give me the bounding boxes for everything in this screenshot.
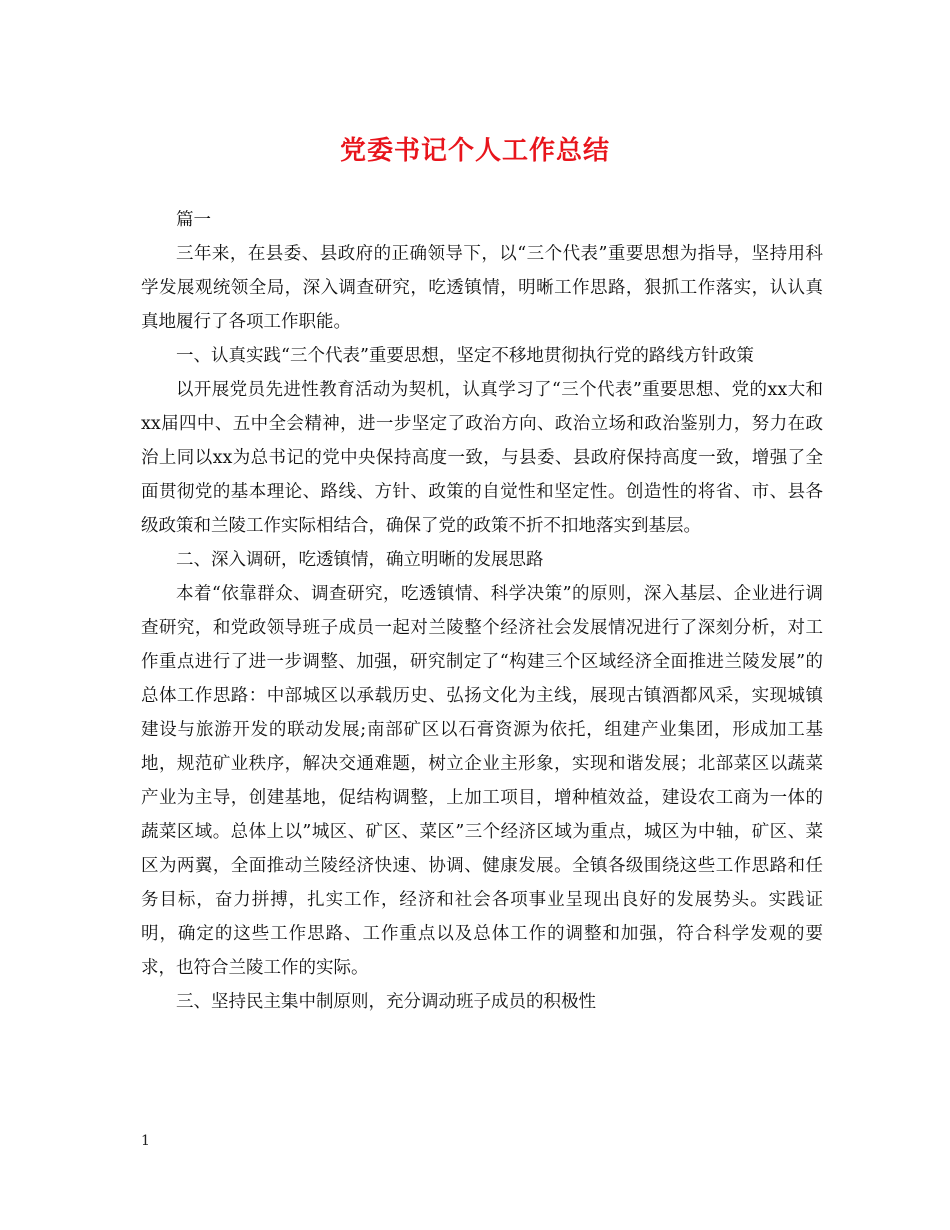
body-paragraph: 以开展党员先进性教育活动为契机，认真学习了“三个代表”重要思想、党的xx大和xx届四中、五中全会精神，进一步坚定了政治方向、政治立场和政治鉴别力，努力在政治上同以xx为总书记的党中央保持高度一致，与县委、县政府保持高度一致，增强了全面贯彻党的基本理论、路线、方针、政策的自觉性和坚定性。创造性的将省、市、县各级政策和兰陵工作实际相结合，确保了党的政策不折不扣地落实到基层。 (141, 380, 823, 536)
section-label: 篇一 (176, 210, 211, 230)
document-body (141, 203, 823, 1019)
page-number: 1 (141, 1133, 150, 1149)
section-heading: 三、坚持民主集中制原则，充分调动班子成员的积极性 (176, 992, 596, 1012)
body-paragraph: 本着“依靠群众、调查研究，吃透镇情、科学决策”的原则，深入基层、企业进行调查研究，和党政领导班子成员一起对兰陵整个经济社会发展情况进行了深刻分析，对工作重点进行了进一步调整、加强，研究制定了“构建三个区域经济全面推进兰陵发展”的总体工作思路：中部城区以承载历史、弘扬文化为主线，展现古镇酒都风采，实现城镇建设与旅游开发的联动发展;南部矿区以石膏资源为依托，组建产业集团，形成加工基地，规范矿业秩序，解决交通难题，树立企业主形象，实现和谐发展；北部菜区以蔬菜产业为主导，创建基地，促结构调整，上加工项目，增种植效益，建设农工商为一体的蔬菜区域。总体上以”城区、矿区、菜区”三个经济区域为重点，城区为中轴，矿区、菜区为两翼，全面推动兰陵经济快速、协调、健康发展。全镇各级围绕这些工作思路和任务目标，奋力拼搏，扎实工作，经济和社会各项事业呈现出良好的发展势头。实践证明，确定的这些工作思路、工作重点以及总体工作的调整和加强，符合科学发观的要求，也符合兰陵工作的实际。 (141, 584, 823, 978)
document-title: 党委书记个人工作总结 (339, 136, 610, 166)
body-paragraph: 三年来，在县委、县政府的正确领导下，以“三个代表”重要思想为指导，坚持用科学发展观统领全局，深入调查研究，吃透镇情，明晰工作思路，狠抓工作落实，认认真真地履行了各项工作职能。 (141, 244, 823, 332)
section-heading: 二、深入调研，吃透镇情，确立明晰的发展思路 (176, 550, 544, 570)
section-heading: 一、认真实践“三个代表”重要思想，坚定不移地贯彻执行党的路线方针政策 (176, 346, 754, 366)
